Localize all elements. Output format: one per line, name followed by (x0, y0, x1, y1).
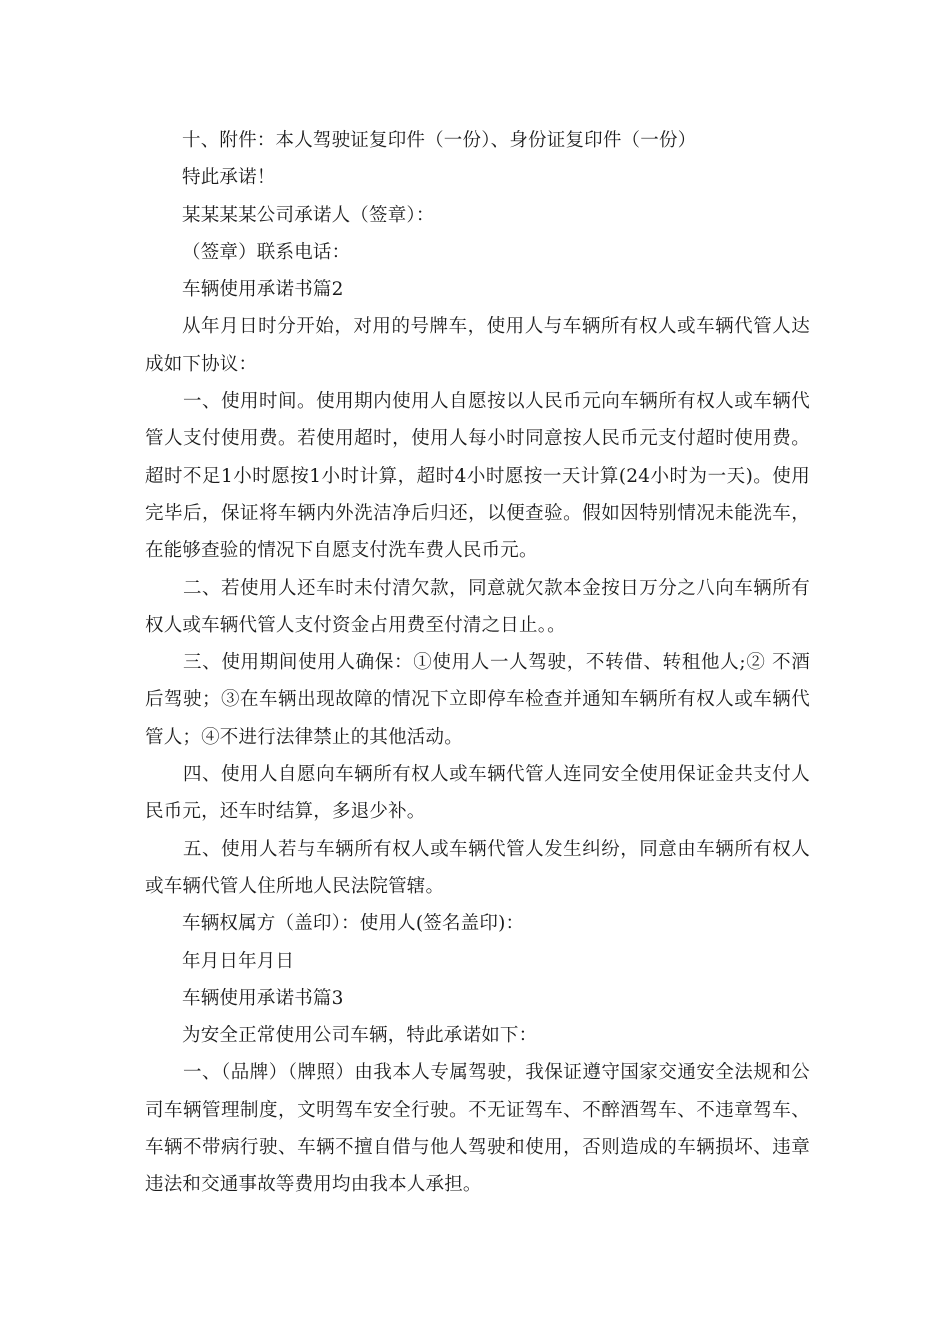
signatory-line: 某某某某公司承诺人（签章）： (182, 204, 435, 226)
section-heading-3: 车辆使用承诺书篇3 (182, 987, 344, 1009)
clause-unpaid-debt: 二、若使用人还车时未付清欠款，同意就欠款本金按日万分之八向车辆所有权人或车辆代管人支付资金占用费至付清之日止。。 (145, 577, 810, 636)
attachment-line: 十、附件：本人驾驶证复印件（一份）、身份证复印件（一份） (182, 130, 697, 151)
document-body (145, 122, 810, 1204)
signature-line: 车辆权属方（盖印）：使用人(签名盖印)： (182, 913, 525, 935)
section-heading-2: 车辆使用承诺书篇2 (182, 279, 344, 301)
contact-line: （签章）联系电话： (182, 241, 351, 263)
agreement-intro: 从年月日时分开始，对用的号牌车，使用人与车辆所有权人或车辆代管人达成如下协议： (145, 316, 810, 375)
clause-deposit: 四、使用人自愿向车辆所有权人或车辆代管人连同安全使用保证金共支付人民币元，还车时结算，多退少补。 (145, 764, 810, 823)
clause-usage-time: 一、使用时间。使用期内使用人自愿按以人民币元向车辆所有权人或车辆代管人支付使用费。若使用超时，使用人每小时同意按人民币元支付超时使用费。超时不足1小时愿按1小时计算，超时4小时愿按一天计算(24小时为一天)。使用完毕后，保证将车辆内外洗洁净后归还，以便查验。假如因特别情况未能洗车，在能够查验的情况下自愿支付洗车费人民币元。 (145, 391, 810, 562)
clause-dispute: 五、使用人若与车辆所有权人或车辆代管人发生纠纷，同意由车辆所有权人或车辆代管人住所地人民法院管辖。 (145, 838, 810, 897)
clause-exclusive-driving: 一、（品牌）（牌照）由我本人专属驾驶，我保证遵守国家交通安全法规和公司车辆管理制度，文明驾车安全行驶。不无证驾车、不醉酒驾车、不违章驾车、车辆不带病行驶、车辆不擅自借与他人驾驶和使用，否则造成的车辆损坏、违章违法和交通事故等费用均由我本人承担。 (145, 1062, 810, 1196)
date-line: 年月日年月日 (182, 950, 295, 972)
clause-user-guarantees: 三、使用期间使用人确保：①使用人一人驾驶，不转借、转租他人;② 不酒后驾驶；③在车辆出现故障的情况下立即停车检查并通知车辆所有权人或车辆代管人；④不进行法律禁止的其他活动。 (145, 652, 810, 748)
pledge-closing: 特此承诺！ (182, 167, 276, 189)
pledge-intro: 为安全正常使用公司车辆，特此承诺如下： (182, 1025, 538, 1047)
